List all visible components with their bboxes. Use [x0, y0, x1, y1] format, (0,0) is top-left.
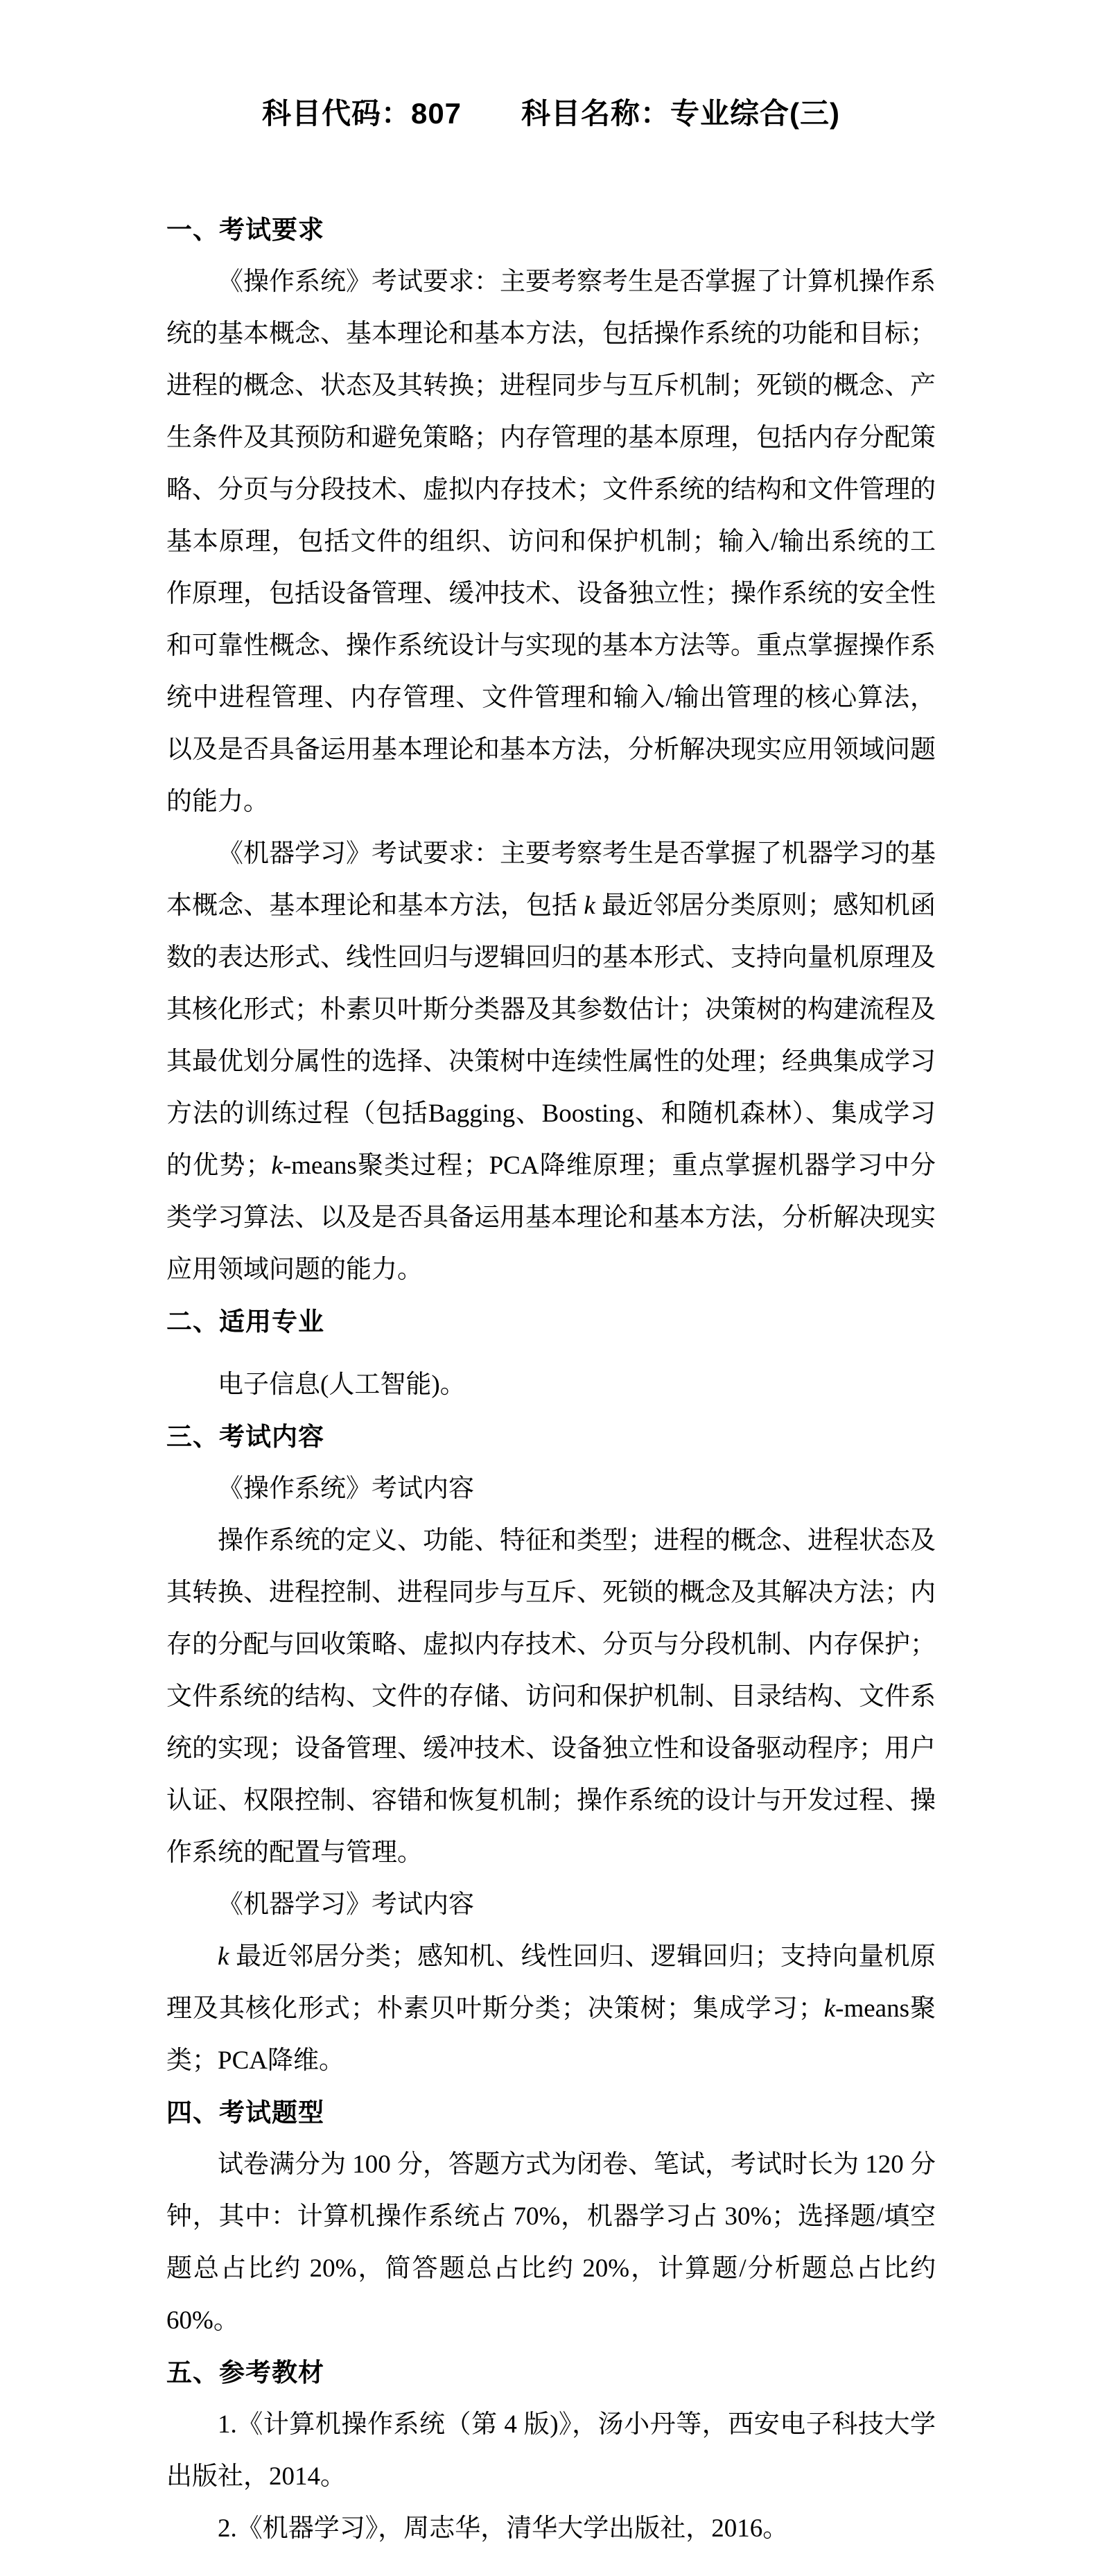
- document-body: [166, 204, 936, 2555]
- paragraph-os-requirements: 《操作系统》考试要求：主要考察考生是否掌握了计算机操作系统的基本概念、基本理论和基本方法，包括操作系统的功能和目标；进程的概念、状态及其转换；进程同步与互斥机制；死锁的概念、产生条件及其预防和避免策略；内存管理的基本原理，包括内存分配策略、分页与分段技术、虚拟内存技术；文件系统的结构和文件管理的基本原理，包括文件的组织、访问和保护机制；输入/输出系统的工作原理，包括设备管理、缓冲技术、设备独立性；操作系统的安全性和可靠性概念、操作系统设计与实现的基本方法等。重点掌握操作系统中进程管理、内存管理、文件管理和输入/输出管理的核心算法，以及是否具备运用基本理论和基本方法，分析解决现实应用领域问题的能力。: [166, 268, 936, 816]
- document-title: 科目代码：807 科目名称：专业综合(三): [261, 97, 841, 130]
- paragraph-reference-book-2: 2.《机器学习》，周志华，清华大学出版社，2016。: [218, 2514, 789, 2543]
- paragraph-reference-book-1: 1.《计算机操作系统（第 4 版)》，汤小丹等，西安电子科技大学出版社，2014。: [166, 2410, 936, 2491]
- section-heading-exam-requirements: 一、考试要求: [166, 216, 324, 244]
- paragraph-ml-exam-content: k 最近邻居分类；感知机、线性回归、逻辑回归；支持向量机原理及其核化形式；朴素贝叶斯分类；决策树；集成学习；k-means聚类；PCA降维。: [166, 1942, 936, 2075]
- paragraph-applicable-majors: 电子信息(人工智能)。: [218, 1370, 466, 1399]
- paragraph-ml-requirements: 《机器学习》考试要求：主要考察考生是否掌握了机器学习的基本概念、基本理论和基本方法，包括 k 最近邻居分类原则；感知机函数的表达形式、线性回归与逻辑回归的基本形式、支持向量机原理及其核化形式；朴素贝叶斯分类器及其参数估计；决策树的构建流程及其最优划分属性的选择、决策树中连续性属性的处理；经典集成学习方法的训练过程（包括Bagging、Boosting、和随机森林）、集成学习的优势；k-means聚类过程；PCA降维原理；重点掌握机器学习中分类学习算法、以及是否具备运用基本理论和基本方法，分析解决现实应用领域问题的能力。: [166, 839, 936, 1284]
- subtitle-ml-exam-content: 《机器学习》考试内容: [218, 1890, 474, 1919]
- section-heading-applicable-majors: 二、适用专业: [166, 1307, 324, 1336]
- section-heading-reference-books: 五、参考教材: [166, 2358, 324, 2387]
- paragraph-os-exam-content: 操作系统的定义、功能、特征和类型；进程的概念、进程状态及其转换、进程控制、进程同步与互斥、死锁的概念及其解决方法；内存的分配与回收策略、虚拟内存技术、分页与分段机制、内存保护；文件系统的结构、文件的存储、访问和保护机制、目录结构、文件系统的实现；设备管理、缓冲技术、设备独立性和设备驱动程序；用户认证、权限控制、容错和恢复机制；操作系统的设计与开发过程、操作系统的配置与管理。: [166, 1526, 936, 1867]
- section-heading-exam-content: 三、考试内容: [166, 1422, 324, 1451]
- paragraph-question-types: 试卷满分为 100 分，答题方式为闭卷、笔试，考试时长为 120 分钟，其中：计算机操作系统占 70%，机器学习占 30%；选择题/填空题总占比约 20%，简答题总占比约 20%，计算题/分析题总占比约 60%。: [166, 2150, 936, 2335]
- subtitle-os-exam-content: 《操作系统》考试内容: [218, 1474, 474, 1503]
- section-heading-question-types: 四、考试题型: [166, 2098, 324, 2127]
